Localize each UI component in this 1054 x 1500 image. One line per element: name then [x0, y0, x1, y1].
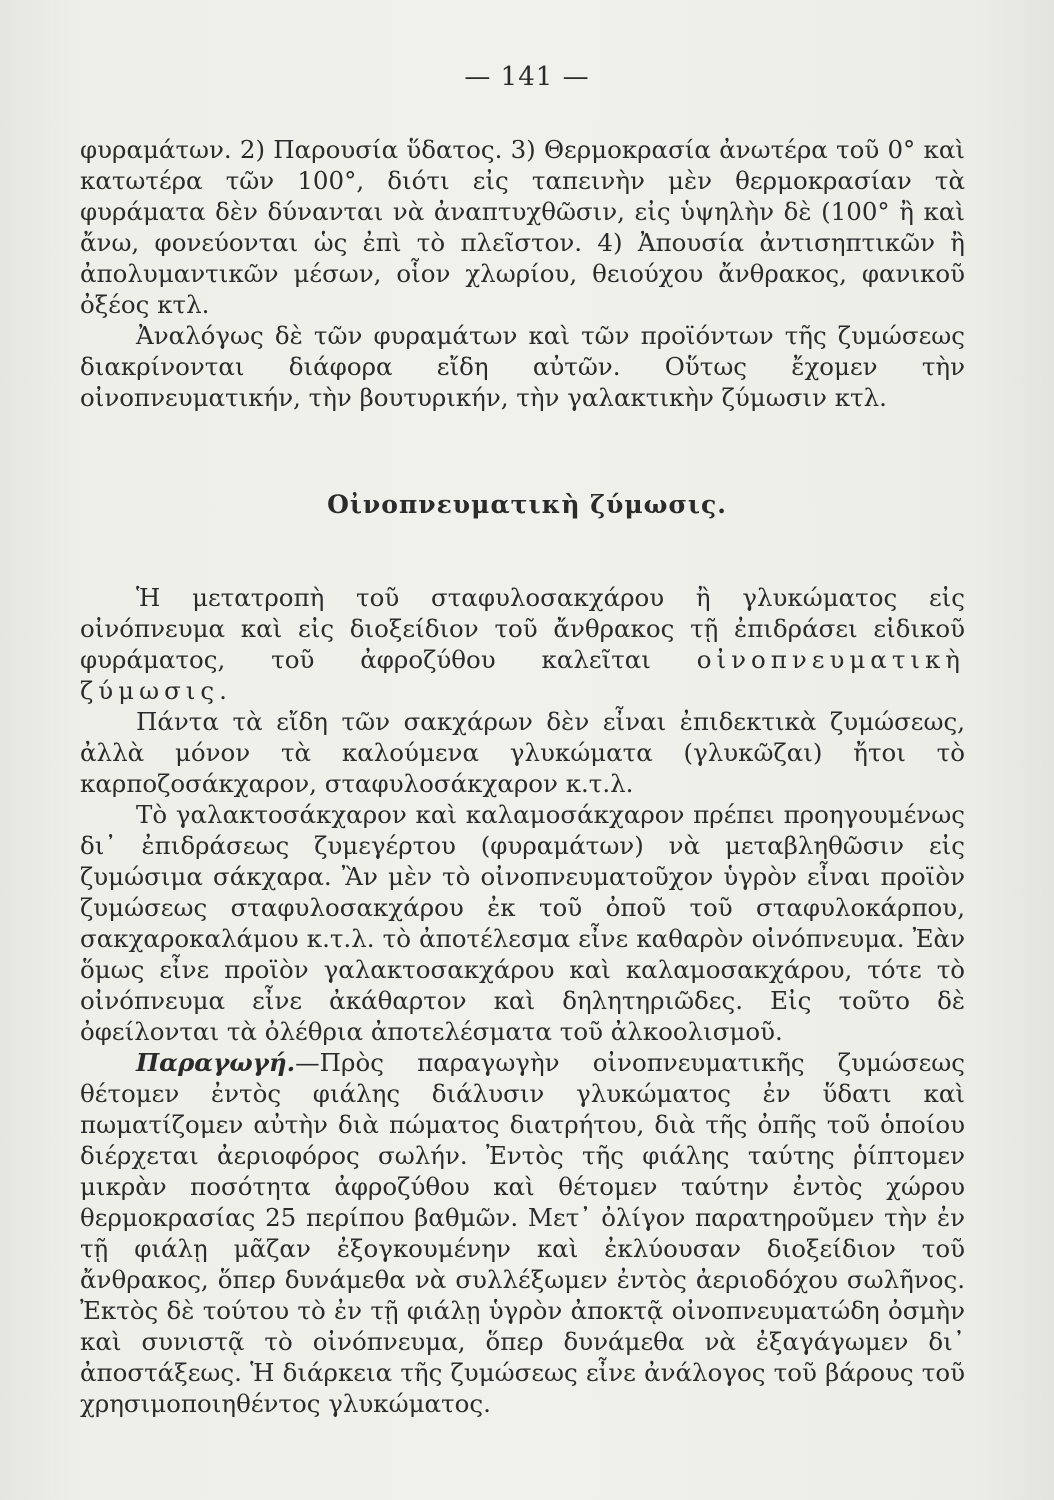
paragraph-production	[80, 1047, 965, 1419]
production-text: —Πρὸς παραγωγὴν οἰνοπνευματικῆς ζυμώσεως θέτομεν ἐντὸς φιάλης διάλυσιν γλυκώματος ἐν ὕδατι καὶ πωματίζομεν αὐτὴν διὰ πώματος διατρήτου, διὰ τῆς ὀπῆς τοῦ ὁποίου διέρχεται ἀεριοφόρος σωλήν. Ἐντὸς τῆς φιάλης ταύτης ῥίπτομεν μικρὰν ποσότητα ἀφροζύθου καὶ θέτομεν ταύτην ἐντὸς χώρου θερμοκρασίας 25 περίπου βαθμῶν. Μετ᾽ ὀλίγον παρατηροῦμεν τὴν ἐν τῇ φιάλῃ μᾶζαν ἐξογκουμένην καὶ ἐκλύουσαν διοξείδιον τοῦ ἄνθρακος, ὅπερ δυνάμεθα νὰ συλλέξωμεν ἐντὸς ἀεριοδόχου σωλῆνος. Ἐκτὸς δὲ τούτου τὸ ἐν τῇ φιάλῃ ὑγρὸν ἀποκτᾷ οἰνοπνευματώδη ὀσμὴν καὶ συνιστᾷ τὸ οἰνόπνευμα, ὅπερ δυνάμεθα νὰ ἐξαγάγωμεν δι᾽ ἀποστάξεως. Ἡ διάρκεια τῆς ζυμώσεως εἶνε ἀνάλογος τοῦ βάρους τοῦ χρησιμοποιηθέντος γλυκώματος.	[80, 1048, 965, 1418]
section-heading: Οἰνοπνευματικὴ ζύμωσις.	[327, 490, 727, 519]
definition-text: Ἡ μετατροπὴ τοῦ σταφυλοσακχάρου ἢ γλυκώματος εἰς οἰνόπνευμα καὶ εἰς διοξείδιον τοῦ ἄνθρακος τῇ ἐπιδράσει εἰδικοῦ φυράματος, τοῦ ἀφροζύθου καλεῖται	[80, 583, 965, 674]
page-number: — 141 —	[464, 62, 590, 92]
paragraph-lactose-cane-sugar: Τὸ γαλακτοσάκχαρον καὶ καλαμοσάκχαρον πρέπει προηγουμένως δι᾽ ἐπιδράσεως ζυμεγέρτου (φυραμάτων) νὰ μεταβληθῶσιν εἰς ζυμώσιμα σάκχαρα. Ἂν μὲν τὸ οἰνοπνευματοῦχον ὑγρὸν εἶναι προϊὸν ζυμώσεως σταφυλοσακχάρου ἐκ τοῦ ὀποῦ τοῦ σταφυλοκάρπου, σακχαροκαλάμου κ.τ.λ. τὸ ἀποτέλεσμα εἶνε καθαρὸν οἰνόπνευμα. Ἐὰν ὅμως εἶνε προϊὸν γαλακτοσακχάρου καὶ καλαμοσακχάρου, τότε τὸ οἰνόπνευμα εἶνε ἀκάθαρτον καὶ δηλητηριῶδες. Εἰς τοῦτο δὲ ὀφείλονται τὰ ὀλέθρια ἀποτελέσματα τοῦ ἀλκοολισμοῦ.	[80, 800, 965, 1046]
section-text-block	[80, 582, 965, 1419]
paragraph-fermentation-conditions: φυραμάτων. 2) Παρουσία ὕδατος. 3) Θερμοκρασία ἀνωτέρα τοῦ 0° καὶ κατωτέρα τῶν 100°, διότι εἰς ταπεινὴν μὲν θερμοκρασίαν τὰ φυράματα δὲν δύνανται νὰ ἀναπτυχθῶσιν, εἰς ὑψηλὴν δὲ (100° ἢ καὶ ἄνω, φονεύονται ὡς ἐπὶ τὸ πλεῖστον. 4) Ἀπουσία ἀντισηπτικῶν ἢ ἀπολυμαντικῶν μέσων, οἷον χλωρίου, θειούχου ἄνθρακος, φανικοῦ ὀξέος κτλ.	[80, 135, 965, 319]
definition-term: οἰνοπνευματικὴ ζύμωσις.	[80, 645, 965, 705]
paragraph-fermentation-types: Ἀναλόγως δὲ τῶν φυραμάτων καὶ τῶν προϊόντων τῆς ζυμώσεως διακρίνονται διάφορα εἴδη αὐτῶν. Οὕτως ἔχομεν τὴν οἰνοπνευματικήν, τὴν βουτυρικήν, τὴν γαλακτικὴν ζύμωσιν κτλ.	[80, 321, 965, 412]
paragraph-definition	[80, 582, 965, 706]
top-text-block	[80, 134, 965, 413]
production-heading: Παραγωγή.	[136, 1048, 296, 1077]
paragraph-sugars: Πάντα τὰ εἴδη τῶν σακχάρων δὲν εἶναι ἐπιδεκτικὰ ζυμώσεως, ἀλλὰ μόνον τὰ καλούμενα γλυκώματα (γλυκῶζαι) ἤτοι τὸ καρποζοσάκχαρον, σταφυλοσάκχαρον κ.τ.λ.	[80, 707, 965, 798]
